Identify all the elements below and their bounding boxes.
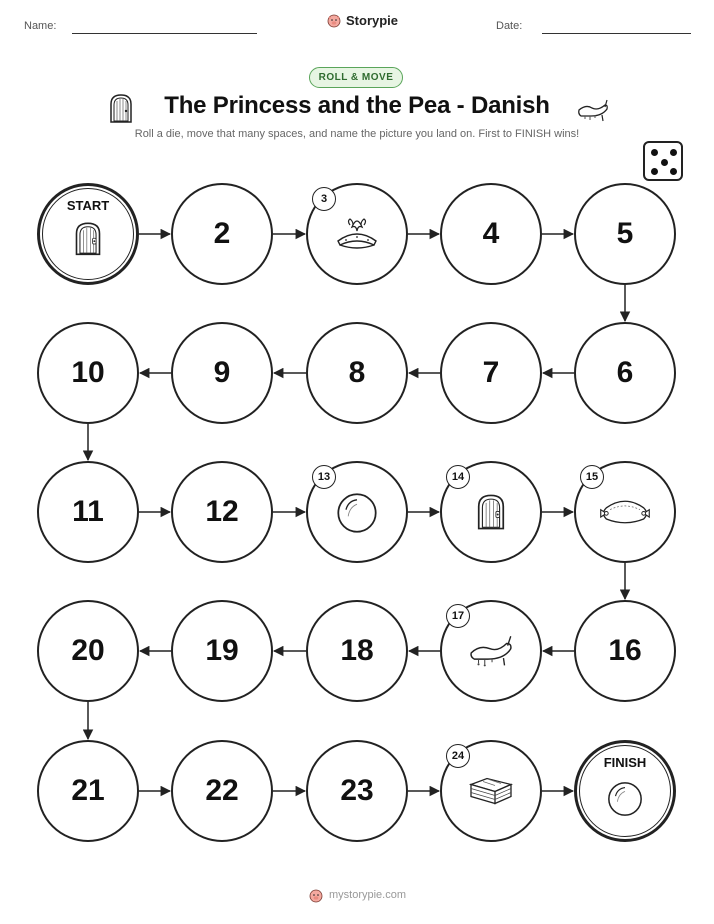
space-number: 19 [205,634,239,667]
space-start[interactable] [37,183,139,285]
space-23[interactable] [306,740,408,842]
space-number: 10 [71,356,105,389]
space-number: 9 [213,356,231,389]
space-24[interactable] [440,740,542,842]
space-15[interactable] [574,461,676,563]
footer-url[interactable]: mystorypie.com [328,889,407,901]
space-finish[interactable] [574,740,676,842]
space-11[interactable] [37,461,139,563]
space-5[interactable] [574,183,676,285]
date-label: Date: [496,20,523,32]
footer [0,887,714,903]
space-19[interactable] [171,600,273,702]
space-number: 21 [71,774,105,807]
slipper-icon [467,630,515,672]
space-number: 23 [340,774,374,807]
space-number: 18 [340,634,374,667]
space-number: 2 [213,217,231,250]
space-number: 16 [608,634,642,667]
space-8[interactable] [306,322,408,424]
finish-label: FINISH [603,755,647,770]
crown-icon [332,213,382,258]
space-number: 4 [482,217,500,250]
space-number: 8 [348,356,366,389]
space-2[interactable] [171,183,273,285]
page-title: The Princess and the Pea - Danish [164,92,550,119]
space-number-tag: 14 [446,465,470,489]
space-17[interactable] [440,600,542,702]
brand-name: Storypie [346,12,399,28]
space-number: 11 [72,495,104,528]
space-number: 7 [482,356,500,389]
space-7[interactable] [440,322,542,424]
space-20[interactable] [37,600,139,702]
door-icon [475,493,507,535]
activity-badge: ROLL & MOVE [309,67,403,88]
space-number-tag: 13 [312,465,336,489]
space-number: 20 [71,634,105,667]
pea-icon [335,491,379,540]
space-number-tag: 15 [580,465,604,489]
space-14[interactable] [440,461,542,563]
mattress-icon [465,770,517,814]
space-number-tag: 3 [312,187,336,211]
space-10[interactable] [37,322,139,424]
space-13[interactable] [306,461,408,563]
space-number-tag: 24 [446,744,470,768]
door-icon [73,221,103,261]
space-21[interactable] [37,740,139,842]
space-12[interactable] [171,461,273,563]
space-22[interactable] [171,740,273,842]
space-number: 12 [205,495,239,528]
space-number: 5 [616,217,634,250]
space-16[interactable] [574,600,676,702]
space-6[interactable] [574,322,676,424]
space-18[interactable] [306,600,408,702]
space-number: 22 [205,774,239,807]
instructions: Roll a die, move that many spaces, and name the picture you land on. First to FINISH wins! [134,128,580,140]
space-number: 6 [616,356,634,389]
cushion-icon [597,491,653,535]
space-9[interactable] [171,322,273,424]
name-label: Name: [24,20,57,32]
pig-logo-icon [308,887,324,903]
space-3[interactable] [306,183,408,285]
start-label: START [66,198,110,213]
space-number-tag: 17 [446,604,470,628]
pea-icon [606,780,644,823]
space-4[interactable] [440,183,542,285]
